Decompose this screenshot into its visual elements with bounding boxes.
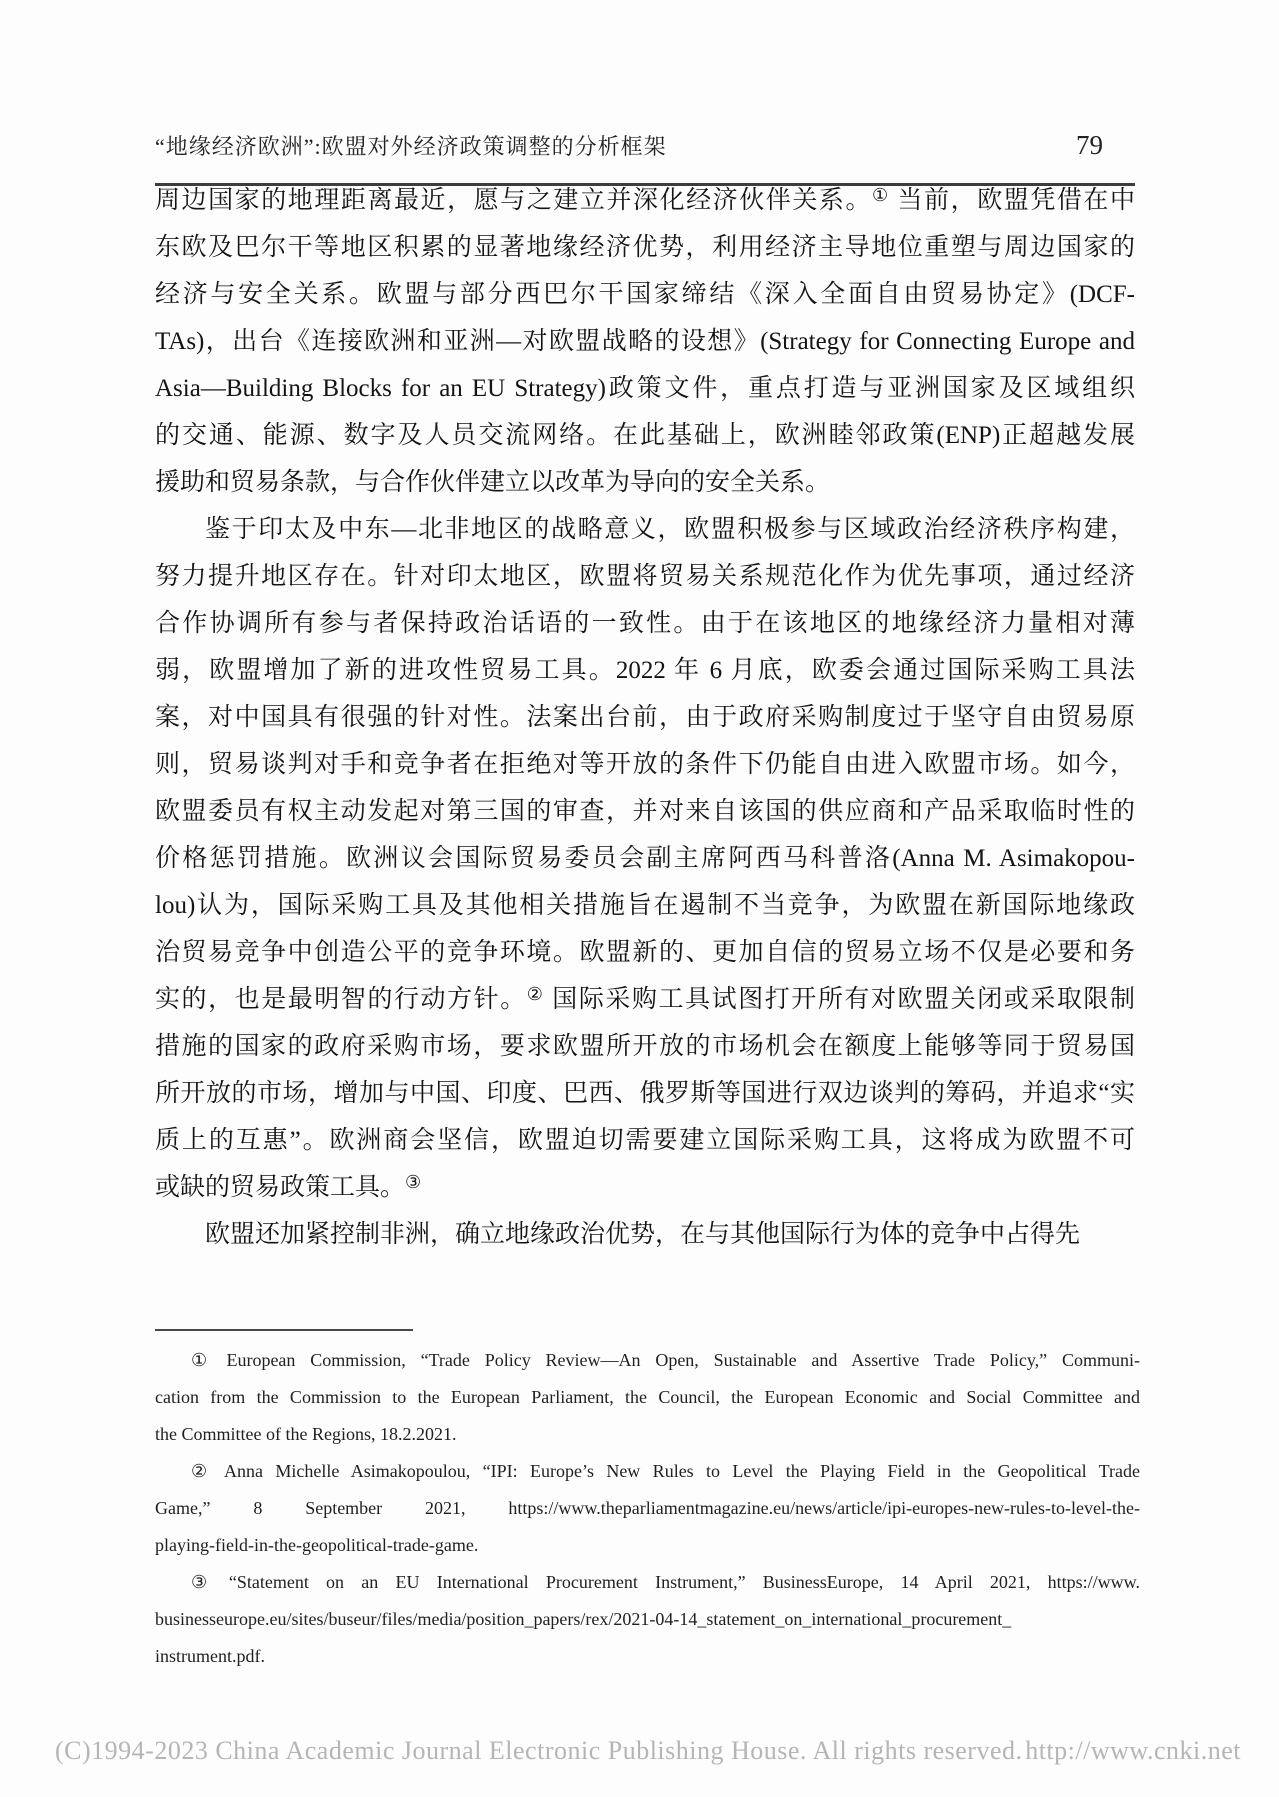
cnki-url: http://www.cnki.net xyxy=(1025,1736,1241,1765)
body-line: 欧盟委员有权主动发起对第三国的审查，并对来自该国的供应商和产品采取临时性的 xyxy=(155,798,1135,825)
body-line: 价格惩罚措施。欧洲议会国际贸易委员会副主席阿西马科普洛(Anna M. Asimakopou- xyxy=(155,845,1135,872)
running-title: “地缘经济欧洲”:欧盟对外经济政策调整的分析框架 xyxy=(155,134,667,159)
body-line: 鉴于印太及中东—北非地区的战略意义，欧盟积极参与区域政治经济秩序构建， xyxy=(205,516,1135,543)
body-line: 欧盟还加紧控制非洲，确立地缘政治优势，在与其他国际行为体的竞争中占得先 xyxy=(205,1221,1081,1248)
footnote-line: ① European Commission, “Trade Policy Review—An Open, Sustainable and Assertive Trade Policy,” Communi- xyxy=(191,1350,1140,1370)
body-line: 努力提升地区存在。针对印太地区，欧盟将贸易关系规范化作为优先事项，通过经济 xyxy=(155,563,1135,590)
body-line: 则，贸易谈判对手和竞争者在拒绝对等开放的条件下仍能自由进入欧盟市场。如今， xyxy=(155,751,1135,778)
footnote-line: ② Anna Michelle Asimakopoulou, “IPI: Europe’s New Rules to Level the Playing Field in the Geopolitical Trade xyxy=(191,1461,1140,1481)
body-line: 实的，也是最明智的行动方针。② 国际采购工具试图打开所有对欧盟关闭或采取限制 xyxy=(155,984,1135,1013)
body-text xyxy=(155,177,1135,1258)
body-line: 合作协调所有参与者保持政治话语的一致性。由于在该地区的地缘经济力量相对薄 xyxy=(155,610,1135,637)
body-line: 经济与安全关系。欧盟与部分西巴尔干国家缔结《深入全面自由贸易协定》(DCF- xyxy=(155,281,1135,308)
body-line: 东欧及巴尔干等地区积累的显著地缘经济优势，利用经济主导地位重塑与周边国家的 xyxy=(155,234,1135,261)
page-footer xyxy=(55,1736,1241,1766)
footnote-line: playing-field-in-the-geopolitical-trade-game. xyxy=(155,1535,479,1555)
body-line: 或缺的贸易政策工具。③ xyxy=(155,1172,422,1201)
footnote-ref: ② xyxy=(526,984,545,1004)
body-line: 周边国家的地理距离最近，愿与之建立并深化经济伙伴关系。① 当前，欧盟凭借在中 xyxy=(155,185,1135,214)
body-line: TAs)，出台《连接欧洲和亚洲—对欧盟战略的设想》(Strategy for Connecting Europe and xyxy=(155,328,1135,355)
body-line: 所开放的市场，增加与中国、印度、巴西、俄罗斯等国进行双边谈判的筹码，并追求“实 xyxy=(155,1080,1135,1107)
footnote-line: Game,” 8 September 2021, https://www.theparliamentmagazine.eu/news/article/ipi-europes-new-rules-to-level-the- xyxy=(155,1498,1140,1518)
body-line: 质上的互惠”。欧洲商会坚信，欧盟迫切需要建立国际采购工具，这将成为欧盟不可 xyxy=(155,1127,1135,1154)
footnote-ref: ③ xyxy=(405,1172,422,1192)
body-line: 的交通、能源、数字及人员交流网络。在此基础上，欧洲睦邻政策(ENP)正超越发展 xyxy=(155,422,1135,449)
footnote-line: businesseurope.eu/sites/buseur/files/media/position_papers/rex/2021-04-14_statement_on_international_procurement_ xyxy=(155,1609,1012,1629)
body-line: 弱，欧盟增加了新的进攻性贸易工具。2022 年 6 月底，欧委会通过国际采购工具法 xyxy=(155,657,1135,684)
body-line: Asia—Building Blocks for an EU Strategy)政策文件，重点打造与亚洲国家及区域组织 xyxy=(155,375,1135,402)
body-line: 治贸易竞争中创造公平的竞争环境。欧盟新的、更加自信的贸易立场不仅是必要和务 xyxy=(155,939,1135,966)
footnote-line: cation from the Commission to the European Parliament, the Council, the European Economic and Social Committee and xyxy=(155,1387,1140,1407)
footnote-line: instrument.pdf. xyxy=(155,1646,265,1666)
footnote-line: ③ “Statement on an EU International Procurement Instrument,” BusinessEurope, 14 April 2021, https://www. xyxy=(191,1572,1140,1592)
body-line: 援助和贸易条款，与合作伙伴建立以改革为导向的安全关系。 xyxy=(155,469,831,496)
footnote-ref: ① xyxy=(872,185,890,205)
footnotes-list xyxy=(155,1342,1140,1675)
body-line: 措施的国家的政府采购市场，要求欧盟所开放的市场机会在额度上能够等同于贸易国 xyxy=(155,1033,1135,1060)
body-line: 案，对中国具有很强的针对性。法案出台前，由于政府采购制度过于坚守自由贸易原 xyxy=(155,704,1135,731)
footnote-line: the Committee of the Regions, 18.2.2021. xyxy=(155,1424,457,1444)
copyright-notice: (C)1994-2023 China Academic Journal Electronic Publishing House. All rights reserved. xyxy=(55,1736,1023,1765)
page-number: 79 xyxy=(1076,130,1103,160)
page-header xyxy=(155,130,1135,161)
body-line: lou)认为，国际采购工具及其他相关措施旨在遏制不当竞争，为欧盟在新国际地缘政 xyxy=(155,892,1135,919)
footnote-separator xyxy=(155,1329,413,1331)
